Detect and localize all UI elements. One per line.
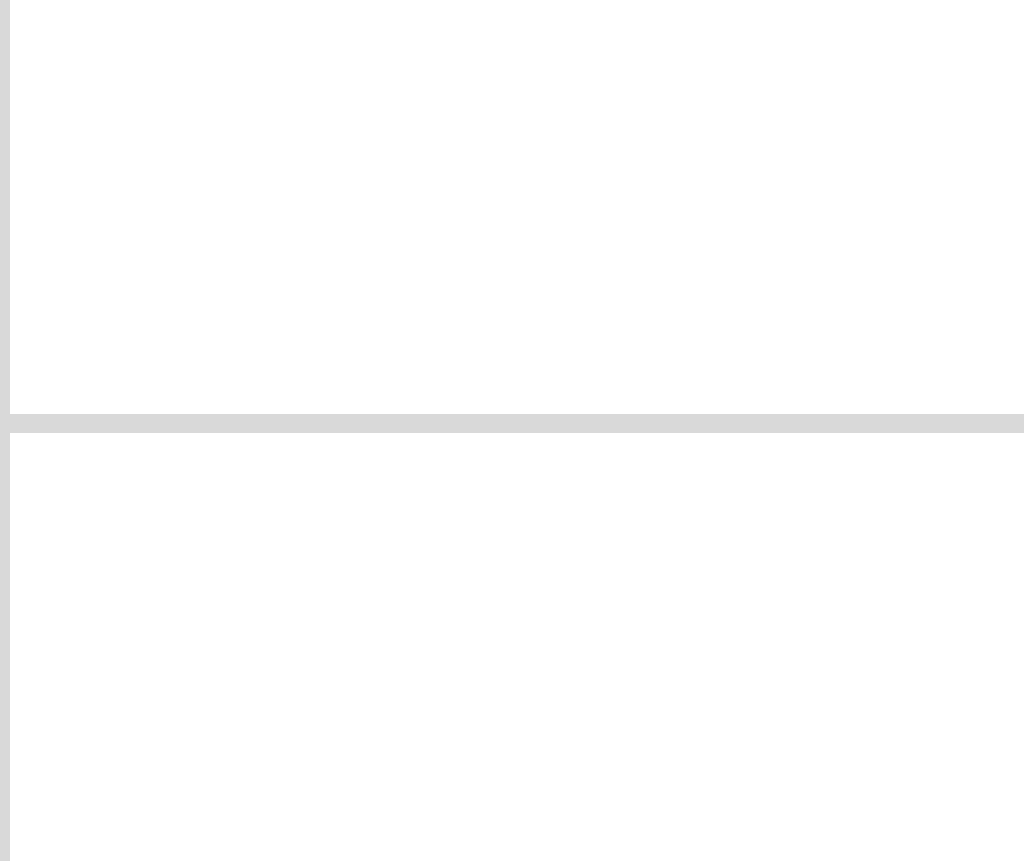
brochure-outside-spread	[10, 0, 1024, 414]
brochure-inside-spread	[10, 433, 1024, 861]
